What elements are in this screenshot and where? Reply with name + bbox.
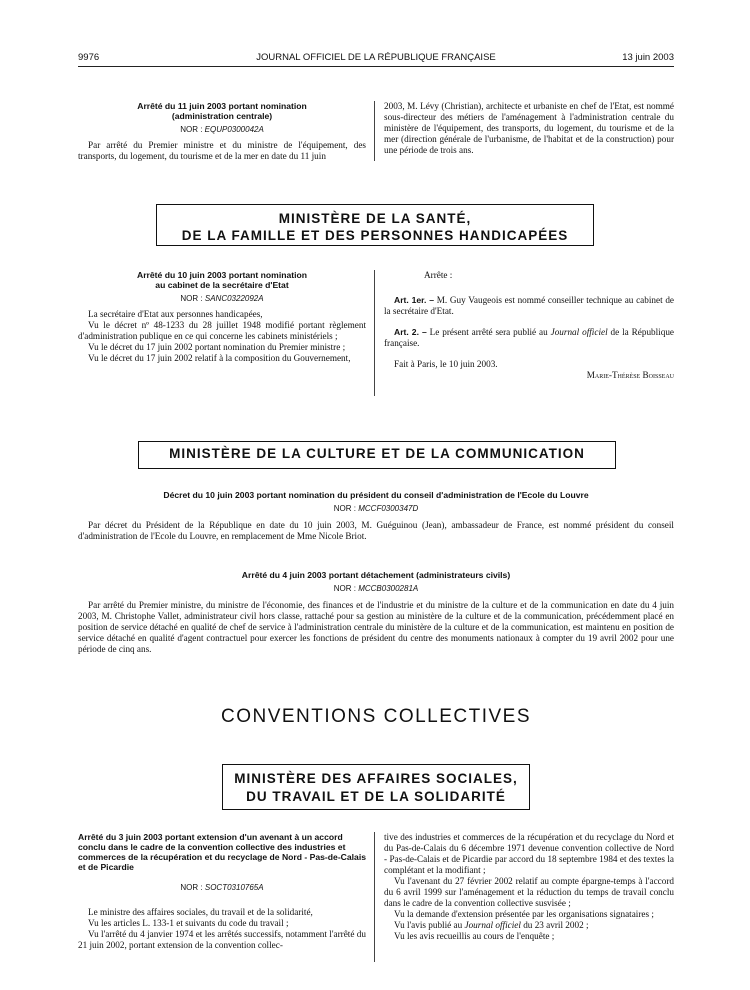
paragraph: Vu les avis recueillis au cours de l'enquête ; — [394, 931, 555, 941]
nor-reference: NOR : SANC0322092A — [180, 294, 264, 303]
ministry-line: MINISTÈRE DE LA SANTÉ, — [278, 211, 472, 226]
ministry-line: DE LA FAMILLE ET DES PERSONNES HANDICAPÉES — [181, 228, 569, 243]
paragraph: Vu le décret du 17 juin 2002 portant nomination du Premier ministre ; — [88, 342, 346, 352]
page-number: 9976 — [78, 52, 100, 63]
paragraph: Le ministre des affaires sociales, du travail et de la solidarité, — [88, 907, 313, 917]
ministry-heading-sante — [156, 204, 594, 246]
paragraph: Vu les articles L. 133-1 et suivants du code du travail ; — [88, 918, 289, 928]
article-text: Par décret du Président de la République en date du 10 juin 2003, M. Guéguinou (Jean), ambassadeur de France, est nommé président du conseil d'administration de l'Ecole du Louvre, en remplacement de Mme Nicole Briot. — [78, 520, 674, 541]
ministry-line: MINISTÈRE DE LA CULTURE ET DE LA COMMUNICATION — [169, 446, 585, 461]
column-divider — [374, 101, 375, 161]
article-equipement-right — [384, 101, 674, 156]
paragraph: Vu l'avenant du 27 février 2002 relatif au compte épargne-temps à l'accord du 6 avril 1999 sur l'aménagement et la réduction du temps de travail conclu dans le cadre de la convention collective susvisée ; — [384, 876, 674, 908]
article-title: Décret du 10 juin 2003 portant nomination du président du conseil d'administration de l'Ecole du Louvre — [163, 490, 589, 500]
header-rule — [78, 66, 674, 67]
column-divider — [374, 832, 375, 962]
fait-a: Fait à Paris, le 10 juin 2003. — [394, 359, 498, 369]
paragraph: Vu le décret du 17 juin 2002 relatif à la composition du Gouvernement, — [88, 353, 351, 363]
paragraph: La secrétaire d'Etat aux personnes handicapées, — [88, 309, 263, 319]
article-1: Art. 1er. – M. Guy Vaugeois est nommé conseiller technique au cabinet de la secrétaire d'Etat. — [384, 295, 675, 316]
column-divider — [374, 270, 375, 396]
article-sante-left — [78, 270, 366, 364]
article-title: Arrêté du 3 juin 2003 portant extension d'un avenant à un accord conclu dans le cadre de la convention collective des industries et commerces de la récupération et du recyclage de Nord - Pas-de-Calais et de Picardie — [78, 832, 366, 872]
article-detachement — [78, 570, 674, 655]
arrete-label: Arrête : — [424, 270, 453, 280]
section-heading-conventions: CONVENTIONS COLLECTIVES — [220, 706, 532, 727]
ministry-heading-culture — [138, 441, 616, 469]
journal-title: JOURNAL OFFICIEL DE LA RÉPUBLIQUE FRANÇAISE — [256, 52, 496, 63]
paragraph: Vu l'arrêté du 4 janvier 1974 et les arrêtés successifs, notamment l'arrêté du 21 juin 2002, portant extension de la convention collec- — [78, 929, 366, 950]
signature: Marie-Thérèse Boisseau — [586, 370, 674, 380]
article-text: Par arrêté du Premier ministre, du ministre de l'économie, des finances et de l'industrie et du ministre de la culture et de la communication en date du 4 juin 2003, M. Christophe Vallet, administrateur civil hors classe, rattaché pour sa gestion au ministère de la culture et de la communication, précédemment placé en position de service détaché en qualité de chef de service à l'administration centrale du ministère de la culture et de la communication, est maintenu en position de service détaché en qualité d'agent contractuel pour exercer les fonctions de président du centre des monuments nationaux à compter du 19 avril 2002 pour une période de cinq ans. — [78, 600, 674, 654]
article-title: Arrêté du 10 juin 2003 portant nomination au cabinet de la secrétaire d'Etat — [137, 270, 307, 290]
article-equipement-left — [78, 101, 366, 162]
article-extension-right — [384, 832, 674, 942]
page-header — [78, 52, 674, 66]
article-sante-right — [384, 270, 674, 381]
article-louvre — [78, 490, 674, 542]
article-text: 2003, M. Lévy (Christian), architecte et urbaniste en chef de l'Etat, est nommé sous-directeur des métiers de l'aménagement à l'administration centrale du ministère de l'équipement, des transports, du logement, du tourisme et de la mer (direction générale de l'urbanisme, de l'habitat et de la construction) pour une période de trois ans. — [384, 101, 674, 155]
nor-reference: NOR : SOCT0310765A — [180, 883, 264, 892]
nor-reference: NOR : MCCB0300281A — [333, 584, 419, 593]
paragraph: Vu le décret nº 48-1233 du 28 juillet 1948 modifié portant règlement d'administration publique en ce qui concerne les cabinets ministériels ; — [78, 320, 366, 341]
nor-reference: NOR : MCCF0300347D — [333, 504, 419, 513]
article-extension-left — [78, 832, 366, 951]
ministry-heading-affaires-sociales — [222, 764, 530, 810]
ministry-line: DU TRAVAIL ET DE LA SOLIDARITÉ — [246, 789, 506, 804]
ministry-line: MINISTÈRE DES AFFAIRES SOCIALES, — [234, 771, 518, 786]
nor-reference: NOR : EQUP0300042A — [180, 125, 264, 134]
paragraph: tive des industries et commerces de la récupération et du recyclage du Nord et du Pas-de-Calais du 6 décembre 1971 devenue convention collective de Nord - Pas-de-Calais et de Picardie par accord du 18 septembre 1984 et des textes la complétant et la modifiant ; — [384, 832, 674, 875]
article-text: Par arrêté du Premier ministre et du ministre de l'équipement, des transports, du logement, du tourisme et de la mer en date du 11 juin — [78, 140, 366, 161]
article-title: Arrêté du 4 juin 2003 portant détachement (administrateurs civils) — [241, 570, 511, 580]
article-title: Arrêté du 11 juin 2003 portant nomination (administration centrale) — [137, 101, 307, 121]
issue-date: 13 juin 2003 — [622, 52, 674, 63]
article-2: Art. 2. – Le présent arrêté sera publié au Journal officiel de la République française. — [384, 327, 674, 348]
paragraph: Vu l'avis publié au Journal officiel du 23 avril 2002 ; — [394, 920, 589, 930]
paragraph: Vu la demande d'extension présentée par les organisations signataires ; — [394, 909, 654, 919]
